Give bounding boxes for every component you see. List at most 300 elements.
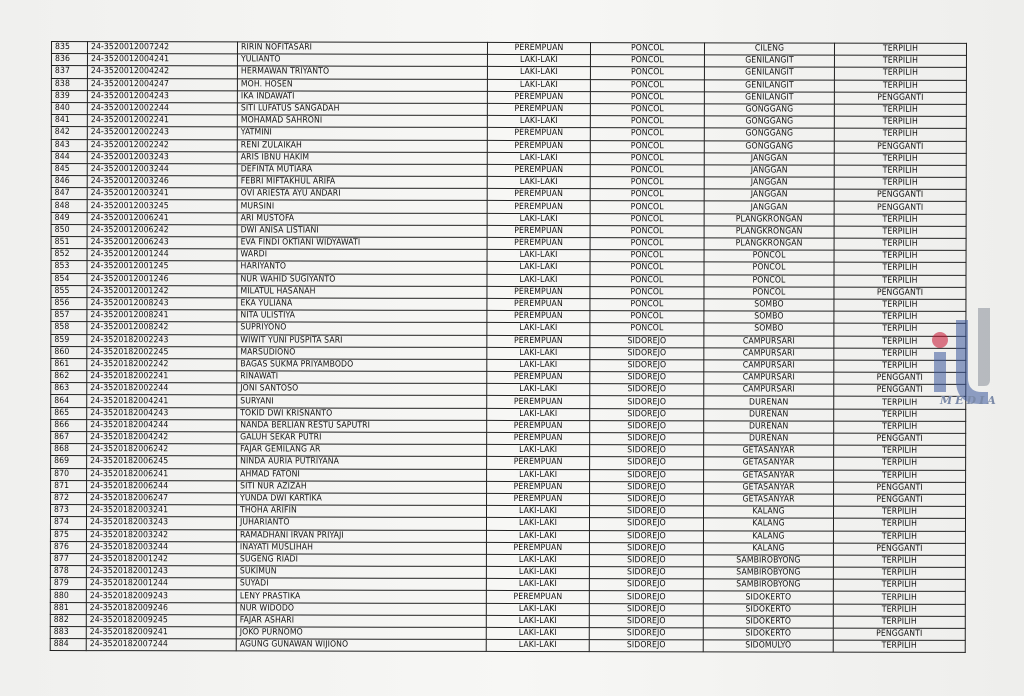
desa-cell: KALANG xyxy=(704,506,834,518)
full-name-cell: ARI MUSTOFA xyxy=(237,213,487,226)
status-cell: PENGGANTI xyxy=(833,628,965,640)
row-number-cell: 844 xyxy=(51,151,87,163)
nik-cell: 24-3520182009243 xyxy=(86,590,236,603)
row-number-cell: 865 xyxy=(51,407,87,419)
desa-cell: CAMPURSARI xyxy=(704,360,834,372)
row-number-cell: 853 xyxy=(51,261,87,273)
gender-cell: LAKI-LAKI xyxy=(487,213,590,225)
desa-cell: GENILANGIT xyxy=(704,67,834,79)
gender-cell: PEREMPUAN xyxy=(487,91,590,103)
desa-cell: DURENAN xyxy=(704,421,834,433)
kecamatan-cell: SIDOREJO xyxy=(590,481,704,493)
gender-cell: LAKI-LAKI xyxy=(486,603,589,615)
gender-cell: PEREMPUAN xyxy=(487,481,590,493)
kecamatan-cell: SIDOREJO xyxy=(589,530,703,542)
row-number-cell: 867 xyxy=(51,432,87,444)
row-number-cell: 848 xyxy=(51,200,87,212)
nik-cell: 24-3520182009245 xyxy=(86,614,236,627)
gender-cell: PEREMPUAN xyxy=(487,396,590,408)
kecamatan-cell: SIDOREJO xyxy=(590,396,704,408)
desa-cell: GONGGANG xyxy=(704,104,834,116)
status-cell: TERPILIH xyxy=(833,555,965,567)
nik-cell: 24-3520182009246 xyxy=(86,602,236,615)
status-cell: TERPILIH xyxy=(834,104,966,116)
desa-cell: GENILANGIT xyxy=(704,79,834,91)
kecamatan-cell: SIDOREJO xyxy=(590,506,704,518)
kecamatan-cell: SIDOREJO xyxy=(589,640,703,652)
kecamatan-cell: PONCOL xyxy=(590,262,704,274)
gender-cell: PEREMPUAN xyxy=(487,335,590,347)
nik-cell: 24-3520012001242 xyxy=(87,285,237,298)
row-number-cell: 873 xyxy=(51,505,87,517)
status-cell: TERPILIH xyxy=(834,506,966,518)
full-name-cell: NUR WAHID SUGIYANTO xyxy=(237,273,487,286)
row-number-cell: 849 xyxy=(51,212,87,224)
status-cell: TERPILIH xyxy=(834,238,966,250)
nik-cell: 24-3520012001245 xyxy=(87,261,237,274)
full-name-cell: SURYANI xyxy=(237,395,487,408)
kecamatan-cell: SIDOREJO xyxy=(589,567,703,579)
kecamatan-cell: SIDOREJO xyxy=(590,372,704,384)
row-number-cell: 863 xyxy=(51,383,87,395)
row-number-cell: 857 xyxy=(51,310,87,322)
kecamatan-cell: PONCOL xyxy=(590,43,704,55)
status-cell: PENGGANTI xyxy=(834,494,966,506)
kecamatan-cell: PONCOL xyxy=(590,128,704,140)
row-number-cell: 874 xyxy=(50,517,86,529)
gender-cell: PEREMPUAN xyxy=(487,225,590,237)
full-name-cell: JUHARIANTO xyxy=(236,517,486,530)
full-name-cell: RENI ZULAIKAH xyxy=(237,139,487,152)
full-name-cell: SUGENG RIADI xyxy=(236,554,486,567)
gender-cell: PEREMPUAN xyxy=(487,201,590,213)
nik-cell: 24-3520012007242 xyxy=(87,42,237,55)
status-cell: PENGGANTI xyxy=(834,433,966,445)
nik-cell: 24-3520182004243 xyxy=(87,407,237,420)
row-number-cell: 840 xyxy=(51,102,87,114)
desa-cell: KALANG xyxy=(703,543,833,555)
row-number-cell: 883 xyxy=(50,626,86,638)
kecamatan-cell: SIDOREJO xyxy=(589,542,703,554)
gender-cell: PEREMPUAN xyxy=(487,493,590,505)
desa-cell: SAMBIROBYONG xyxy=(703,555,833,567)
kecamatan-cell: SIDOREJO xyxy=(590,408,704,420)
nik-cell: 24-3520182002242 xyxy=(87,358,237,371)
full-name-cell: YUNDA DWI KARTIKA xyxy=(237,493,487,506)
status-cell: TERPILIH xyxy=(834,336,966,348)
desa-cell: JANGGAN xyxy=(704,153,834,165)
full-name-cell: RINAWATI xyxy=(237,371,487,384)
gender-cell: LAKI-LAKI xyxy=(486,640,589,652)
desa-cell: DURENAN xyxy=(704,433,834,445)
kecamatan-cell: SIDOREJO xyxy=(590,335,704,347)
gender-cell: PEREMPUAN xyxy=(487,128,590,140)
nik-cell: 24-3520012001244 xyxy=(87,249,237,262)
row-number-cell: 884 xyxy=(50,639,86,651)
kecamatan-cell: SIDOREJO xyxy=(589,628,703,640)
full-name-cell: NANDA BERLIAN RESTU SAPUTRI xyxy=(237,420,487,433)
gender-cell: LAKI-LAKI xyxy=(487,359,590,371)
kecamatan-cell: SIDOREJO xyxy=(590,494,704,506)
status-cell: TERPILIH xyxy=(834,397,966,409)
nik-cell: 24-3520012002242 xyxy=(87,139,237,152)
kecamatan-cell: SIDOREJO xyxy=(589,579,703,591)
row-number-cell: 836 xyxy=(51,54,87,66)
desa-cell: GETASANYAR xyxy=(704,445,834,457)
full-name-cell: NINDA AURIA PUTRIYANA xyxy=(237,456,487,469)
nik-cell: 24-3520182007244 xyxy=(86,639,236,652)
desa-cell: SOMBO xyxy=(704,311,834,323)
full-name-cell: YATMINI xyxy=(237,127,487,140)
nik-cell: 24-3520012002243 xyxy=(87,127,237,140)
full-name-cell: MOH. HOSEN xyxy=(237,78,487,91)
nik-cell: 24-3520182002243 xyxy=(87,334,237,347)
status-cell: TERPILIH xyxy=(834,116,966,128)
nik-cell: 24-3520012004247 xyxy=(87,78,237,91)
desa-cell: DURENAN xyxy=(704,396,834,408)
full-name-cell: DWI ANISA LISTIANI xyxy=(237,225,487,238)
status-cell: TERPILIH xyxy=(834,275,966,287)
status-cell: PENGGANTI xyxy=(834,372,966,384)
row-number-cell: 872 xyxy=(51,492,87,504)
row-number-cell: 837 xyxy=(51,66,87,78)
nik-cell: 24-3520012004242 xyxy=(87,66,237,79)
desa-cell: SOMBO xyxy=(704,299,834,311)
status-cell: TERPILIH xyxy=(833,640,965,652)
nik-cell: 24-3520182003244 xyxy=(86,541,236,554)
full-name-cell: INAYATI MUSLIHAH xyxy=(236,542,486,555)
row-number-cell: 879 xyxy=(50,578,86,590)
full-name-cell: JOKO PURNOMO xyxy=(236,627,486,640)
status-cell: TERPILIH xyxy=(834,348,966,360)
desa-cell: PLANGKRONGAN xyxy=(704,213,834,225)
kecamatan-cell: PONCOL xyxy=(590,201,704,213)
nik-cell: 24-3520182004241 xyxy=(87,395,237,408)
row-number-cell: 855 xyxy=(51,285,87,297)
status-cell: TERPILIH xyxy=(834,43,966,55)
gender-cell: LAKI-LAKI xyxy=(487,445,590,457)
media-logo-icon xyxy=(926,300,1000,408)
nik-cell: 24-3520182009241 xyxy=(86,627,236,640)
row-number-cell: 858 xyxy=(51,322,87,334)
row-number-cell: 851 xyxy=(51,237,87,249)
row-number-cell: 880 xyxy=(50,590,86,602)
full-name-cell: NITA ULISTIYA xyxy=(237,310,487,323)
desa-cell: CAMPURSARI xyxy=(704,372,834,384)
kecamatan-cell: PONCOL xyxy=(590,311,704,323)
full-name-cell: AGUNG GUNAWAN WIJIONO xyxy=(236,639,486,652)
gender-cell: PEREMPUAN xyxy=(487,189,590,201)
gender-cell: PEREMPUAN xyxy=(487,298,590,310)
kecamatan-cell: PONCOL xyxy=(590,165,704,177)
nik-cell: 24-3520012008241 xyxy=(87,310,237,323)
nik-cell: 24-3520182006247 xyxy=(87,493,237,506)
status-cell: TERPILIH xyxy=(834,177,966,189)
status-cell: TERPILIH xyxy=(834,214,966,226)
gender-cell: PEREMPUAN xyxy=(487,42,590,54)
full-name-cell: MOHAMAD SAHRONI xyxy=(237,115,487,128)
gender-cell: PEREMPUAN xyxy=(487,164,590,176)
row-number-cell: 852 xyxy=(51,249,87,261)
row-number-cell: 876 xyxy=(50,541,86,553)
kecamatan-cell: SIDOREJO xyxy=(589,603,703,615)
nik-cell: 24-3520182006241 xyxy=(87,468,237,481)
status-cell: TERPILIH xyxy=(834,421,966,433)
full-name-cell: FAJAR ASHARI xyxy=(236,615,486,628)
full-name-cell: SITI NUR AZIZAH xyxy=(237,481,487,494)
desa-cell: PLANGKRONGAN xyxy=(704,238,834,250)
nik-cell: 24-3520012006241 xyxy=(87,212,237,225)
nik-cell: 24-3520182006242 xyxy=(87,444,237,457)
full-name-cell: DEFINTA MUTIARA xyxy=(237,164,487,177)
gender-cell: PEREMPUAN xyxy=(487,371,590,383)
full-name-cell: ARIS IBNU HAKIM xyxy=(237,152,487,165)
desa-cell: SIDOKERTO xyxy=(703,628,833,640)
gender-cell: PEREMPUAN xyxy=(487,140,590,152)
status-cell: TERPILIH xyxy=(833,531,965,543)
desa-cell: SAMBIROBYONG xyxy=(703,567,833,579)
full-name-cell: SUYADI xyxy=(236,578,486,591)
row-number-cell: 864 xyxy=(51,395,87,407)
gender-cell: LAKI-LAKI xyxy=(487,384,590,396)
row-number-cell: 869 xyxy=(51,456,87,468)
gender-cell: PEREMPUAN xyxy=(486,591,589,603)
desa-cell: PONCOL xyxy=(704,250,834,262)
status-cell: PENGGANTI xyxy=(834,482,966,494)
status-cell: PENGGANTI xyxy=(834,287,966,299)
full-name-cell: WARDI xyxy=(237,249,487,262)
kecamatan-cell: PONCOL xyxy=(590,189,704,201)
gender-cell: LAKI-LAKI xyxy=(486,554,589,566)
full-name-cell: AHMAD FATONI xyxy=(237,468,487,481)
status-cell: TERPILIH xyxy=(833,616,965,628)
desa-cell: GETASANYAR xyxy=(704,469,834,481)
status-cell: PENGGANTI xyxy=(834,189,966,201)
full-name-cell: YULIANTO xyxy=(237,54,487,67)
row-number-cell: 842 xyxy=(51,127,87,139)
gender-cell: LAKI-LAKI xyxy=(487,262,590,274)
desa-cell: SIDOMULYO xyxy=(703,640,833,652)
row-number-cell: 861 xyxy=(51,358,87,370)
kecamatan-cell: SIDOREJO xyxy=(590,469,704,481)
kecamatan-cell: PONCOL xyxy=(590,55,704,67)
row-number-cell: 854 xyxy=(51,273,87,285)
kecamatan-cell: PONCOL xyxy=(590,104,704,116)
gender-cell: LAKI-LAKI xyxy=(486,615,589,627)
row-number-cell: 868 xyxy=(51,444,87,456)
desa-cell: CAMPURSARI xyxy=(704,335,834,347)
row-number-cell: 843 xyxy=(51,139,87,151)
gender-cell: PEREMPUAN xyxy=(487,432,590,444)
desa-cell: GETASANYAR xyxy=(704,482,834,494)
row-number-cell: 856 xyxy=(51,297,87,309)
full-name-cell: SUKIMUN xyxy=(236,566,486,579)
desa-cell: PLANGKRONGAN xyxy=(704,226,834,238)
nik-cell: 24-3520182001244 xyxy=(86,578,236,591)
status-cell: TERPILIH xyxy=(834,68,966,80)
table-row xyxy=(50,639,965,653)
kecamatan-cell: SIDOREJO xyxy=(590,433,704,445)
kecamatan-cell: SIDOREJO xyxy=(590,384,704,396)
desa-cell: KALANG xyxy=(703,518,833,530)
desa-cell: GONGGANG xyxy=(704,128,834,140)
status-cell: TERPILIH xyxy=(834,409,966,421)
full-name-cell: JONI SANTOSO xyxy=(237,383,487,396)
status-cell: TERPILIH xyxy=(834,165,966,177)
full-name-cell: LENY PRASTIKA xyxy=(236,590,486,603)
nik-cell: 24-3520182006245 xyxy=(87,456,237,469)
gender-cell: PEREMPUAN xyxy=(486,542,589,554)
row-number-cell: 881 xyxy=(50,602,86,614)
kecamatan-cell: SIDOREJO xyxy=(590,347,704,359)
full-name-cell: HERMAWAN TRIYANTO xyxy=(237,66,487,79)
nik-cell: 24-3520012006242 xyxy=(87,224,237,237)
row-number-cell: 875 xyxy=(50,529,86,541)
desa-cell: GONGGANG xyxy=(704,140,834,152)
desa-cell: GENILANGIT xyxy=(704,92,834,104)
kecamatan-cell: PONCOL xyxy=(590,250,704,262)
full-name-cell: FAJAR GEMILANG AR xyxy=(237,444,487,457)
kecamatan-cell: SIDOREJO xyxy=(589,518,703,530)
kecamatan-cell: PONCOL xyxy=(590,286,704,298)
full-name-cell: HARIYANTO xyxy=(237,261,487,274)
desa-cell: SIDOKERTO xyxy=(703,616,833,628)
desa-cell: DURENAN xyxy=(704,408,834,420)
status-cell: TERPILIH xyxy=(834,226,966,238)
gender-cell: LAKI-LAKI xyxy=(487,79,590,91)
full-name-cell: EVA FINDI OKTIANI WIDYAWATI xyxy=(237,237,487,250)
desa-cell: SIDOKERTO xyxy=(703,591,833,603)
status-cell: TERPILIH xyxy=(834,445,966,457)
status-cell: PENGGANTI xyxy=(833,543,965,555)
kecamatan-cell: SIDOREJO xyxy=(590,360,704,372)
nik-cell: 24-3520012003244 xyxy=(87,163,237,176)
gender-cell: LAKI-LAKI xyxy=(487,408,590,420)
row-number-cell: 871 xyxy=(51,480,87,492)
full-name-cell: SITI LUFATUS SANGADAH xyxy=(237,103,487,116)
nik-cell: 24-3520012002244 xyxy=(87,103,237,116)
gender-cell: PEREMPUAN xyxy=(487,311,590,323)
nik-cell: 24-3520012006243 xyxy=(87,237,237,250)
kecamatan-cell: SIDOREJO xyxy=(590,457,704,469)
kecamatan-cell: PONCOL xyxy=(590,91,704,103)
kecamatan-cell: PONCOL xyxy=(590,67,704,79)
row-number-cell: 860 xyxy=(51,346,87,358)
gender-cell: LAKI-LAKI xyxy=(487,274,590,286)
full-name-cell: RIRIN NOFITASARI xyxy=(237,42,487,55)
full-name-cell: RAMADHANI IRVAN PRIYAJI xyxy=(236,529,486,542)
nik-cell: 24-3520182003241 xyxy=(87,505,237,518)
kecamatan-cell: PONCOL xyxy=(590,152,704,164)
gender-cell: PEREMPUAN xyxy=(487,457,590,469)
nik-cell: 24-3520012003243 xyxy=(87,151,237,164)
kecamatan-cell: SIDOREJO xyxy=(589,591,703,603)
status-cell: PENGGANTI xyxy=(834,202,966,214)
row-number-cell: 841 xyxy=(51,115,87,127)
status-cell: PENGGANTI xyxy=(834,92,966,104)
full-name-cell: MARSUDIONO xyxy=(237,347,487,360)
status-cell: TERPILIH xyxy=(834,80,966,92)
nik-cell: 24-3520012004243 xyxy=(87,90,237,103)
kecamatan-cell: SIDOREJO xyxy=(590,420,704,432)
gender-cell: LAKI-LAKI xyxy=(487,67,590,79)
kecamatan-cell: PONCOL xyxy=(590,177,704,189)
full-name-cell: SUPRIYONO xyxy=(237,322,487,335)
kecamatan-cell: PONCOL xyxy=(590,140,704,152)
desa-cell: PONCOL xyxy=(704,274,834,286)
status-cell: TERPILIH xyxy=(833,579,965,591)
status-cell: TERPILIH xyxy=(834,360,966,372)
gender-cell: LAKI-LAKI xyxy=(486,627,589,639)
full-name-cell: FEBRI MIFTAKHUL ARIFA xyxy=(237,176,487,189)
kecamatan-cell: PONCOL xyxy=(590,323,704,335)
kecamatan-cell: SIDOREJO xyxy=(589,555,703,567)
desa-cell: GENILANGIT xyxy=(704,55,834,67)
nik-cell: 24-3520012003246 xyxy=(87,176,237,189)
gender-cell: LAKI-LAKI xyxy=(487,469,590,481)
nik-cell: 24-3520012008243 xyxy=(87,298,237,311)
gender-cell: LAKI-LAKI xyxy=(486,579,589,591)
kecamatan-cell: PONCOL xyxy=(590,79,704,91)
status-cell: TERPILIH xyxy=(834,299,966,311)
desa-cell: JANGGAN xyxy=(704,177,834,189)
status-cell: TERPILIH xyxy=(833,518,965,530)
full-name-cell: MURSINI xyxy=(237,200,487,213)
full-name-cell: MILATUL HASANAH xyxy=(237,286,487,299)
nik-cell: 24-3520182001243 xyxy=(86,566,236,579)
desa-cell: JANGGAN xyxy=(704,165,834,177)
full-name-cell: GALUH SEKAR PUTRI xyxy=(237,432,487,445)
desa-cell: CAMPURSARI xyxy=(704,384,834,396)
gender-cell: LAKI-LAKI xyxy=(487,347,590,359)
nik-cell: 24-3520012001246 xyxy=(87,273,237,286)
kecamatan-cell: PONCOL xyxy=(590,299,704,311)
full-name-cell: TOKID DWI KRISNANTO xyxy=(237,408,487,421)
desa-cell: JANGGAN xyxy=(704,201,834,213)
nik-cell: 24-3520182002244 xyxy=(87,383,237,396)
gender-cell: PEREMPUAN xyxy=(487,420,590,432)
nik-cell: 24-3520182004242 xyxy=(87,432,237,445)
nik-cell: 24-3520182006244 xyxy=(87,480,237,493)
status-cell: TERPILIH xyxy=(834,458,966,470)
desa-cell: GETASANYAR xyxy=(704,457,834,469)
desa-cell: PONCOL xyxy=(704,287,834,299)
row-number-cell: 838 xyxy=(51,78,87,90)
row-number-cell: 877 xyxy=(50,553,86,565)
desa-cell: GETASANYAR xyxy=(704,494,834,506)
full-name-cell: THOHA ARIFIN xyxy=(237,505,487,518)
status-cell: TERPILIH xyxy=(833,604,965,616)
row-number-cell: 882 xyxy=(50,614,86,626)
desa-cell: KALANG xyxy=(703,530,833,542)
gender-cell: LAKI-LAKI xyxy=(487,250,590,262)
status-cell: TERPILIH xyxy=(834,311,966,323)
kecamatan-cell: PONCOL xyxy=(590,238,704,250)
gender-cell: LAKI-LAKI xyxy=(487,116,590,128)
kecamatan-cell: PONCOL xyxy=(590,213,704,225)
desa-cell: CAMPURSARI xyxy=(704,348,834,360)
gender-cell: LAKI-LAKI xyxy=(487,152,590,164)
desa-cell: GONGGANG xyxy=(704,116,834,128)
status-cell: TERPILIH xyxy=(833,592,965,604)
kecamatan-cell: PONCOL xyxy=(590,225,704,237)
kecamatan-cell: SIDOREJO xyxy=(589,615,703,627)
nik-cell: 24-3520182001242 xyxy=(86,553,236,566)
status-cell: TERPILIH xyxy=(834,470,966,482)
row-number-cell: 847 xyxy=(51,188,87,200)
gender-cell: LAKI-LAKI xyxy=(487,506,590,518)
full-name-cell: BAGAS SUKMA PRIYAMBODO xyxy=(237,359,487,372)
